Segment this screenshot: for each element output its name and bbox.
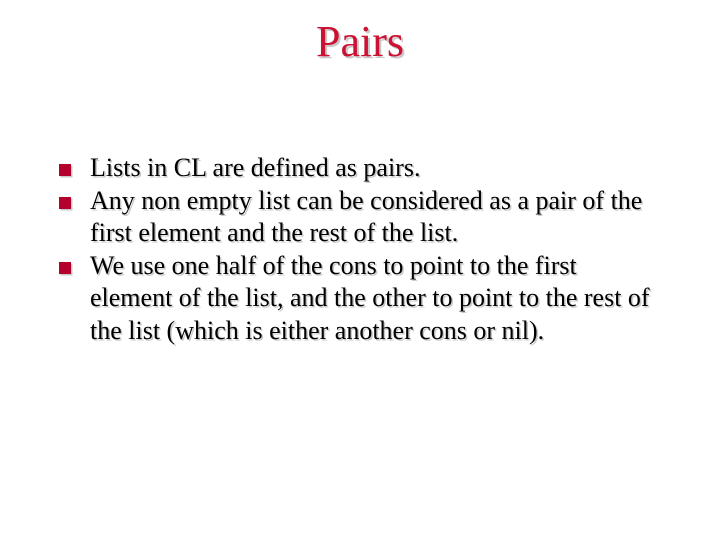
bullet-text: Any non empty list can be considered as a pair of the first element and the rest of the list.	[90, 185, 643, 247]
slide-title: Pairs	[316, 17, 404, 66]
bullet-item	[56, 250, 656, 348]
bullet-item	[56, 152, 656, 185]
square-bullet-icon	[59, 197, 71, 209]
square-bullet-icon	[59, 164, 71, 176]
square-bullet-icon	[59, 262, 71, 274]
bullet-item	[56, 185, 656, 250]
bullet-text: Lists in CL are defined as pairs.	[90, 153, 421, 182]
bullet-text: We use one half of the cons to point to the first element of the list, and the other to point to the rest of the list (which is either another cons or nil).	[90, 250, 650, 345]
bullet-list	[56, 152, 656, 347]
